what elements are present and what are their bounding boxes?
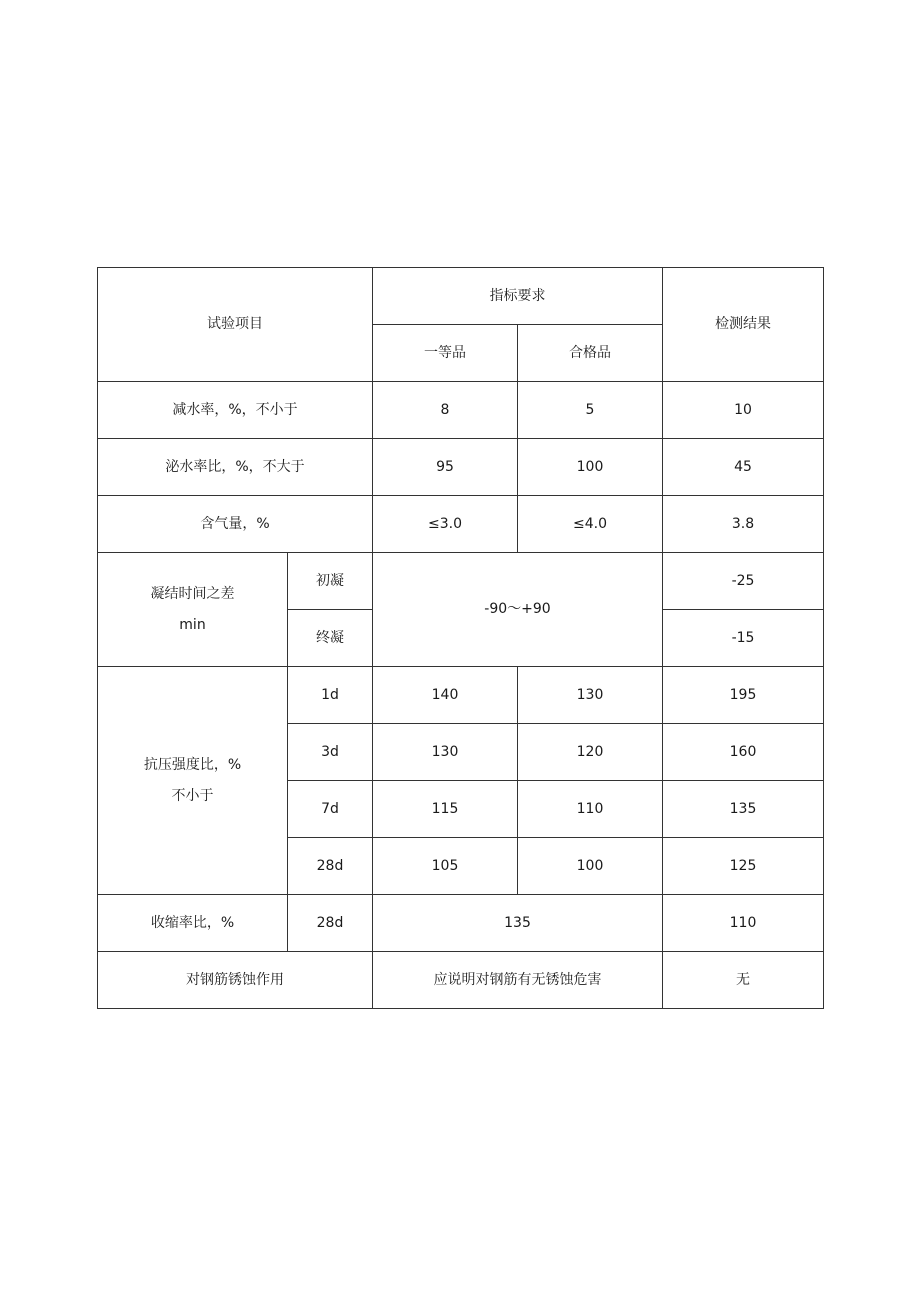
result-value: 110: [663, 895, 824, 952]
result-value: -15: [663, 610, 824, 667]
setting-time-label-line2: min: [179, 616, 206, 633]
table-row: [98, 439, 824, 496]
result-value: 135: [663, 781, 824, 838]
compressive-label-line2: 不小于: [171, 787, 214, 804]
header-test-item: 试验项目: [98, 268, 373, 382]
grade1-value: ≤3.0: [373, 496, 518, 553]
row-label: 含气量，%: [98, 496, 373, 553]
header-grade1: 一等品: [373, 325, 518, 382]
result-value: 10: [663, 382, 824, 439]
result-value: 无: [663, 952, 824, 1009]
grade1-value: 95: [373, 439, 518, 496]
table-row: [98, 553, 824, 610]
row-label: 泌水率比，%，不大于: [98, 439, 373, 496]
compressive-label: [98, 667, 288, 895]
grade1-value: 115: [373, 781, 518, 838]
spacer: [98, 603, 287, 617]
final-setting-label: 终凝: [288, 610, 373, 667]
header-requirement: 指标要求: [373, 268, 663, 325]
table-row: [98, 667, 824, 724]
age-label: 28d: [288, 838, 373, 895]
qualified-value: 100: [518, 838, 663, 895]
qualified-value: 110: [518, 781, 663, 838]
setting-time-label: [98, 553, 288, 667]
compressive-label-line1: 抗压强度比，%: [143, 756, 242, 773]
setting-time-requirement: -90～+90: [373, 553, 663, 667]
grade1-value: 8: [373, 382, 518, 439]
age-label: 28d: [288, 895, 373, 952]
age-label: 3d: [288, 724, 373, 781]
row-label: 对钢筋锈蚀作用: [98, 952, 373, 1009]
requirement-value: 135: [373, 895, 663, 952]
grade1-value: 105: [373, 838, 518, 895]
table-row: [98, 895, 824, 952]
test-results-table: [97, 267, 824, 1009]
result-value: 3.8: [663, 496, 824, 553]
grade1-value: 140: [373, 667, 518, 724]
table-row: [98, 496, 824, 553]
setting-time-label-line1: 凝结时间之差: [150, 585, 235, 602]
header-result: 检测结果: [663, 268, 824, 382]
table-row: [98, 952, 824, 1009]
result-value: 195: [663, 667, 824, 724]
result-value: 160: [663, 724, 824, 781]
qualified-value: 120: [518, 724, 663, 781]
table-row: [98, 382, 824, 439]
result-value: 125: [663, 838, 824, 895]
initial-setting-label: 初凝: [288, 553, 373, 610]
qualified-value: 5: [518, 382, 663, 439]
row-label: 收缩率比，%: [98, 895, 288, 952]
age-label: 1d: [288, 667, 373, 724]
header-qualified: 合格品: [518, 325, 663, 382]
header-row: [98, 268, 824, 325]
spacer: [98, 774, 287, 788]
result-value: -25: [663, 553, 824, 610]
age-label: 7d: [288, 781, 373, 838]
grade1-value: 130: [373, 724, 518, 781]
result-value: 45: [663, 439, 824, 496]
qualified-value: ≤4.0: [518, 496, 663, 553]
requirement-value: 应说明对钢筋有无锈蚀危害: [373, 952, 663, 1009]
qualified-value: 100: [518, 439, 663, 496]
row-label: 减水率，%，不小于: [98, 382, 373, 439]
qualified-value: 130: [518, 667, 663, 724]
